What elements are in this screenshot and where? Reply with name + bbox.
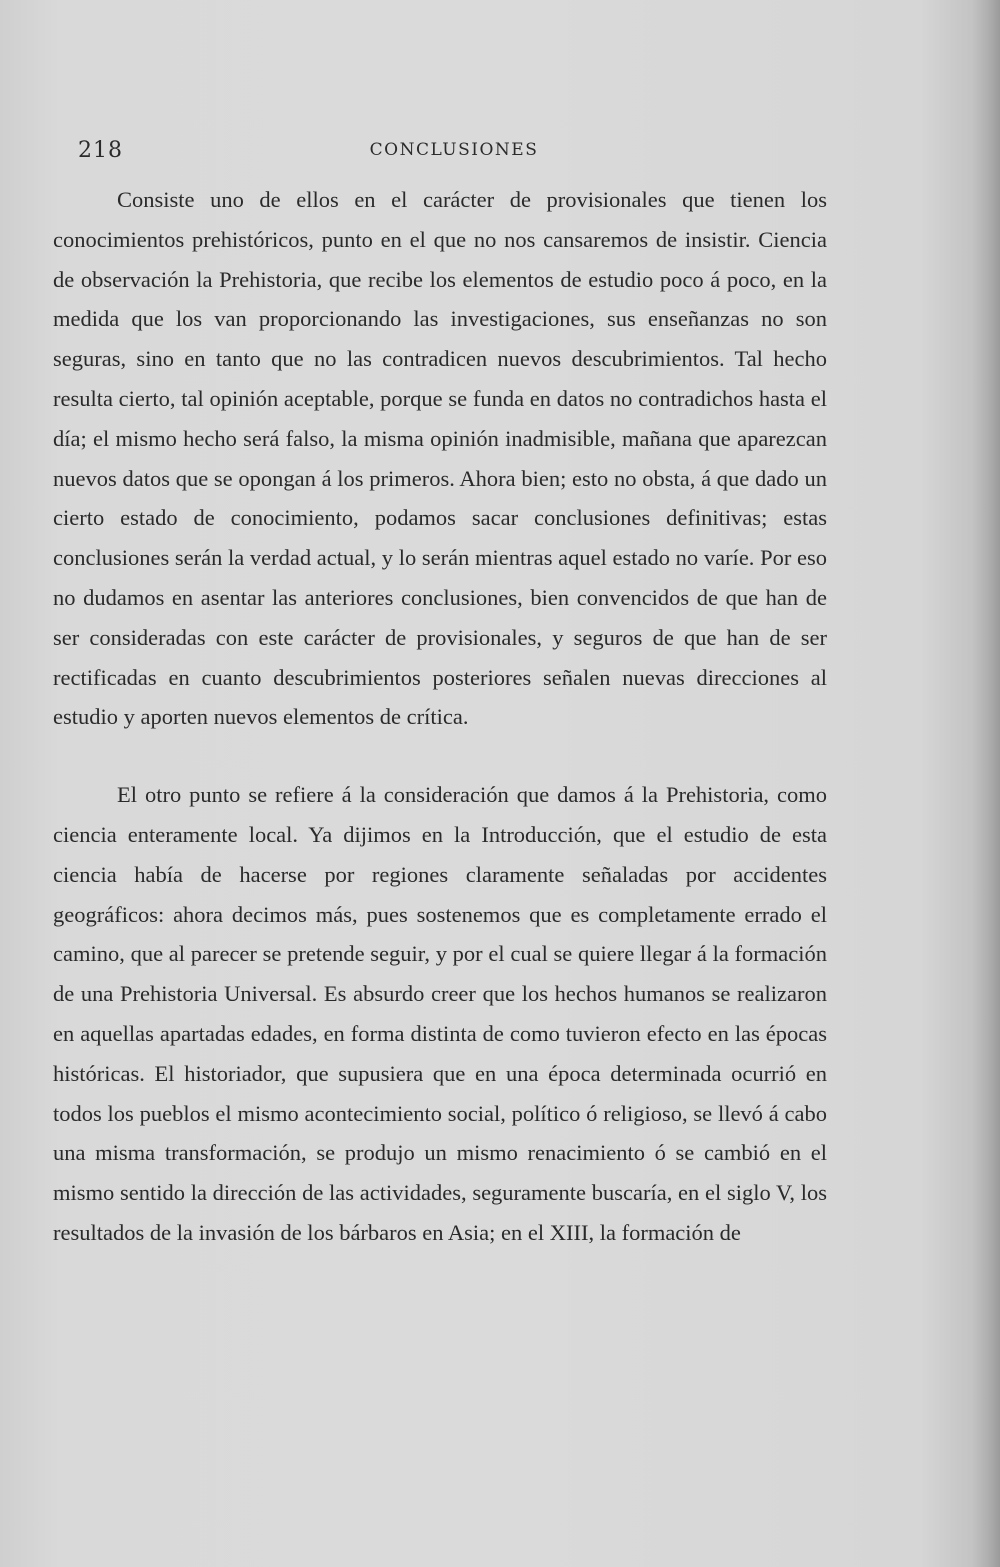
page-header — [78, 138, 830, 172]
paragraph-2: El otro punto se refiere á la consideración que damos á la Prehistoria, como ciencia enteramente local. Ya dijimos en la Introducción, que el estudio de esta ciencia había de hacerse por regiones claramente señaladas por accidentes geográficos: ahora decimos más, pues sostenemos que es completamente errado el camino, que al parecer se pretende seguir, y por el cual se quiere llegar á la formación de una Prehistoria Universal. Es absurdo creer que los hechos humanos se realizaron en aquellas apartadas edades, en forma distinta de como tuvieron efecto en las épocas históricas. El historiador, que supusiera que en una época determinada ocurrió en todos los pueblos el mismo acontecimiento social, político ó religioso, se llevó á cabo una misma transformación, se produjo un mismo renacimiento ó se cambió en el mismo sentido la dirección de las actividades, seguramente buscaría, en el siglo V, los resultados de la invasión de los bárbaros en Asia; en el XIII, la formación de — [53, 782, 827, 1245]
page-gutter-shadow — [972, 0, 1000, 1567]
page-number: 218 — [78, 138, 123, 163]
body-text — [53, 180, 827, 1253]
running-head: CONCLUSIONES — [369, 140, 539, 160]
paragraph-1: Consiste uno de ellos en el carácter de provisionales que tienen los conocimientos prehistóricos, punto en el que no nos cansaremos de insistir. Ciencia de observación la Prehistoria, que recibe los elementos de estudio poco á poco, en la medida que los van proporcionando las investigaciones, sus enseñanzas no son seguras, sino en tanto que no las contradicen nuevos descubrimientos. Tal hecho resulta cierto, tal opinión aceptable, porque se funda en datos no contradichos hasta el día; el mismo hecho será falso, la misma opinión inadmisible, mañana que aparezcan nuevos datos que se opongan á los primeros. Ahora bien; esto no obsta, á que dado un cierto estado de conocimiento, podamos sacar conclusiones definitivas; estas conclusiones serán la verdad actual, y lo serán mientras aquel estado no varíe. Por eso no dudamos en asentar las anteriores conclusiones, bien convencidos de que han de ser consideradas con este carácter de provisionales, y seguros de que han de ser rectificadas en cuanto descubrimientos posteriores señalen nuevas direcciones al estudio y aporten nuevos elementos de crítica. — [53, 187, 827, 730]
